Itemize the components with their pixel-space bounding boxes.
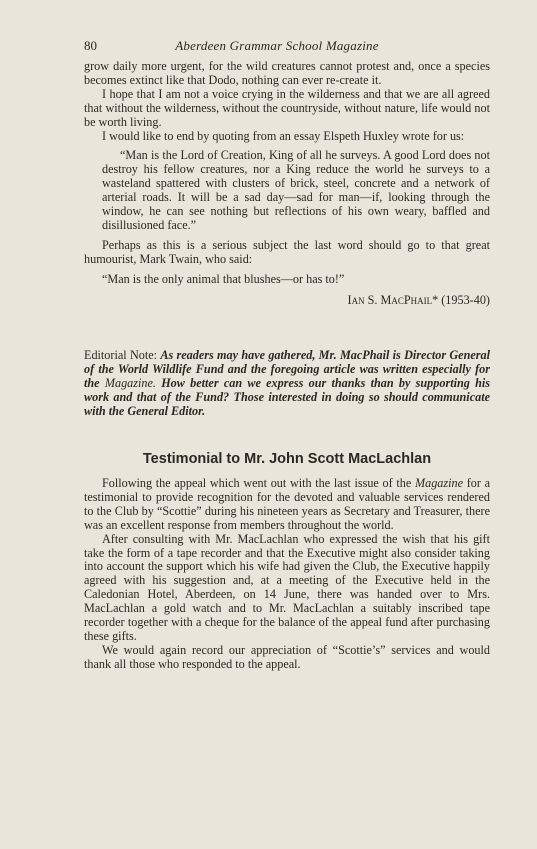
block-quote: “Man is the Lord of Creation, King of all he surveys. A good Lord does not destroy his fellow creatures, nor a King reduce the world he surveys to a wasteland spattered with clusters of brick, steel, concrete and a network of arterial roads. It will be a sad day—sad for man—if, looking through the window, he can see nothing but reflections of his own weary, baffled and disillusioned face.”	[102, 148, 490, 232]
testimonial-text: for a testimonial to provide recognition for the devoted and valuable services rendered to the Club by “Scottie” during his nineteen years as Secretary and Treasurer, there was an excellent response from members throughout the world.	[84, 476, 491, 532]
editorial-text: As readers may have gathered, Mr. MacPhail is Director General of the World Wildlife Fund and the foregoing article was written especially for the	[84, 348, 490, 390]
testimonial-text: Following the appeal which went out with the last issue of the	[102, 476, 412, 490]
editorial-text: How better can we express our thanks than by supporting his work and that of the Fund? Those interested in doing so should communicate with the General Editor.	[84, 376, 490, 418]
page-number: 80	[84, 38, 97, 53]
author-years: (1953-40)	[441, 292, 490, 307]
testimonial-paragraph: We would again record our appreciation of “Scottie’s” services and would thank all those who responded to the appeal.	[84, 642, 490, 671]
block-quote: “Man is the only animal that blushes—or has to!”	[102, 271, 345, 286]
article-section	[84, 60, 490, 308]
section-heading: Testimonial to Mr. John Scott MacLachlan	[142, 451, 432, 467]
author-name: Ian S. MacPhail*	[347, 292, 439, 307]
article-paragraph: grow daily more urgent, for the wild creatures cannot protest and, once a species becomes extinct like that Dodo, nothing can ever re-create it.	[84, 59, 490, 87]
page-header	[84, 38, 470, 54]
running-title: Aberdeen Grammar School Magazine	[175, 38, 379, 53]
testimonial-paragraph: After consulting with Mr. MacLachlan who expressed the wish that his gift take the form of a tape recorder and that the Executive might also consider taking into account the support which his wife had given the Club, the Executive happily agreed with his suggestion and, at a meeting of the Executive held in the Caledonian Hotel, Aberdeen, on 14 June, there was handed over to Mrs. MacLachlan a gold watch and to Mr. MacLachlan a suitably inscribed tape recorder together with a cheque for the balance of the appeal fund after purchasing these gifts.	[84, 531, 490, 643]
article-paragraph: Perhaps as this is a serious subject the last word should go to that great humourist, Mark Twain, who said:	[84, 237, 490, 266]
article-paragraph: I would like to end by quoting from an essay Elspeth Huxley wrote for us:	[102, 128, 465, 143]
magazine-word: Magazine	[414, 476, 464, 490]
magazine-word: Magazine.	[104, 376, 156, 390]
editorial-label: Editorial Note:	[84, 348, 158, 362]
author-signature	[84, 293, 490, 308]
editorial-note	[84, 348, 490, 418]
testimonial-paragraph	[84, 477, 490, 533]
article-paragraph: I hope that I am not a voice crying in the wilderness and that we are all agreed that without the wilderness, without the countryside, without nature, life would not be worth living.	[84, 86, 490, 129]
testimonial-section	[84, 477, 490, 672]
